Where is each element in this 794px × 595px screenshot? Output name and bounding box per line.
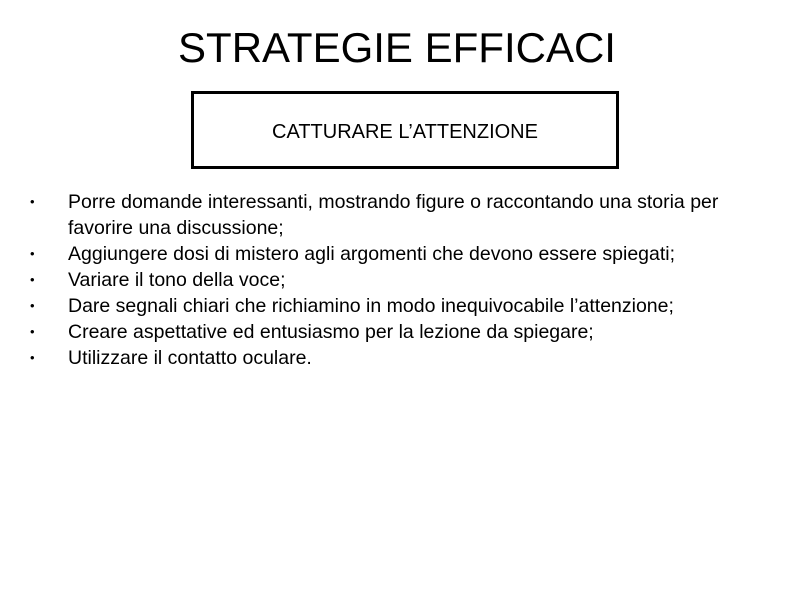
- bullet-text: Porre domande interessanti, mostrando figure o raccontando una storia per favorire una discussione;: [68, 191, 719, 239]
- bullet-item: [0, 241, 768, 267]
- bullet-item: [0, 319, 768, 345]
- bullet-marker: •: [30, 324, 35, 339]
- bullet-text: Variare il tono della voce;: [68, 269, 286, 291]
- bullet-marker: •: [30, 272, 35, 287]
- bullet-marker: •: [30, 194, 35, 209]
- bullet-item: [0, 345, 768, 371]
- bullet-text: Dare segnali chiari che richiamino in modo inequivocabile l’attenzione;: [68, 295, 674, 317]
- bullet-item: [0, 267, 768, 293]
- subtitle-text: CATTURARE L’ATTENZIONE: [272, 121, 538, 143]
- bullet-text: Utilizzare il contatto oculare.: [68, 347, 312, 369]
- bullet-text: Creare aspettative ed entusiasmo per la lezione da spiegare;: [68, 321, 594, 343]
- bullet-item: [0, 189, 768, 241]
- bullet-marker: •: [30, 298, 35, 313]
- bullet-text: Aggiungere dosi di mistero agli argomenti che devono essere spiegati;: [68, 243, 676, 265]
- bullet-marker: •: [30, 246, 35, 261]
- bullet-list: [0, 189, 794, 371]
- bullet-marker: •: [30, 350, 35, 365]
- subtitle-box: [191, 91, 619, 169]
- slide-title: STRATEGIE EFFICACI: [178, 24, 616, 71]
- bullet-item: [0, 293, 768, 319]
